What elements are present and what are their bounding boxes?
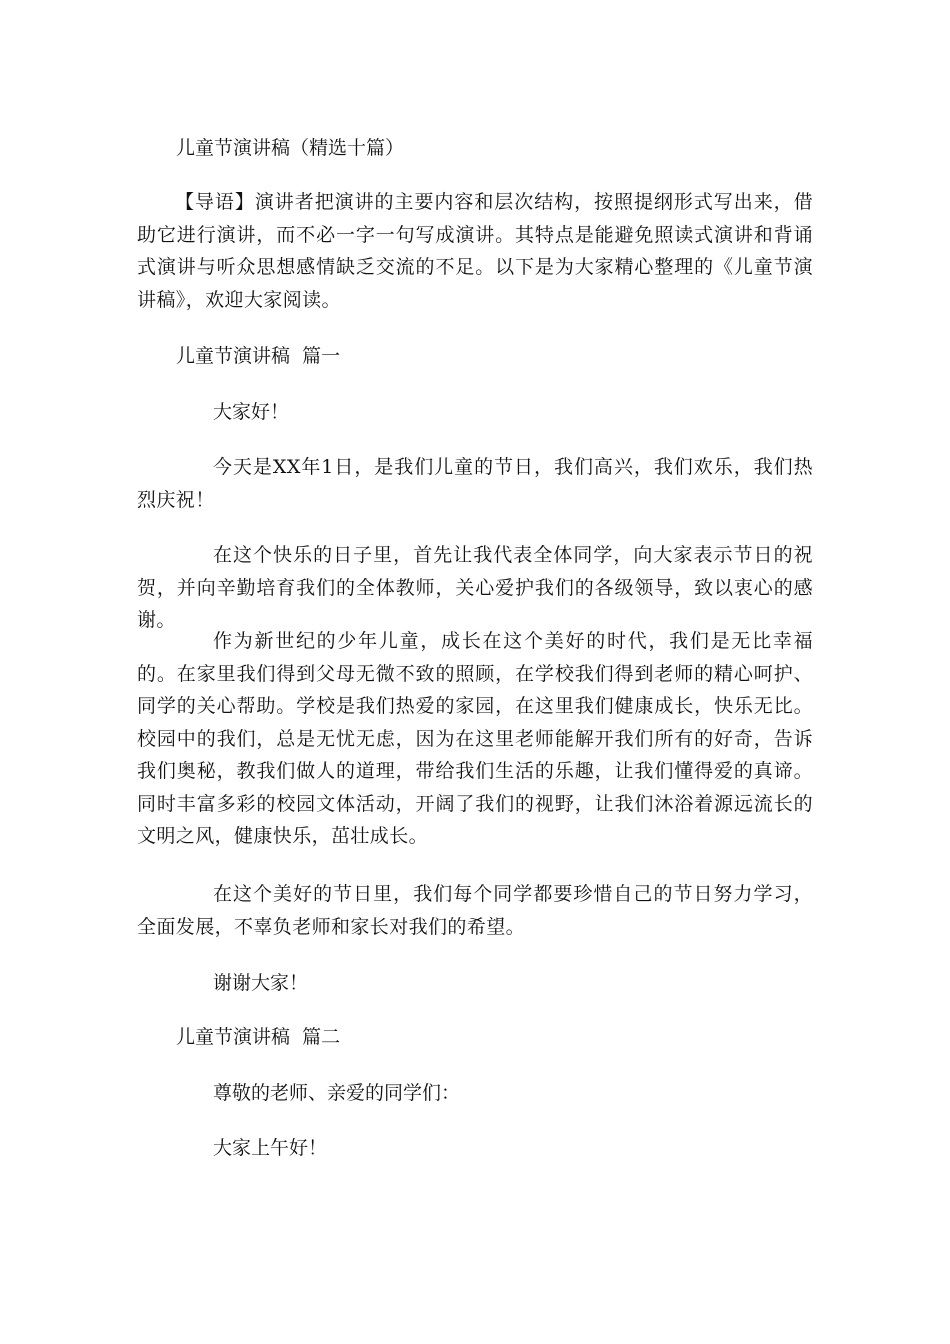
section1-paragraph-3: 作为新世纪的少年儿童，成长在这个美好的时代，我们是无比幸福的。在家里我们得到父母无微不致的照顾，在学校我们得到老师的精心呵护、同学的关心帮助。学校是我们热爱的家园，在这里我们健康成长，快乐无比。校园中的我们，总是无忧无虑，因为在这里老师能解开我们所有的好奇，告诉我们奥秘，教我们做人的道理，带给我们生活的乐趣，让我们懂得爱的真谛。同时丰富多彩的校园文体活动，开阔了我们的视野，让我们沐浴着源远流长的文明之风，健康快乐，茁壮成长。 (137, 630, 813, 847)
section1-paragraph-4: 在这个美好的节日里，我们每个同学都要珍惜自己的节日努力学习，全面发展，不辜负老师和家长对我们的希望。 (137, 883, 813, 938)
intro-text: 演讲者把演讲的主要内容和层次结构，按照提纲形式写出来，借助它进行演讲，而不必一字一句写成演讲。其特点是能避免照读式演讲和背诵式演讲与听众思想感情缺乏交流的不足。以下是为大家精心整理的《儿童节演讲稿》，欢迎大家阅读。 (137, 191, 813, 311)
intro-paragraph (137, 186, 813, 316)
section2-salutation: 尊敬的老师、亲爱的同学们： (213, 1082, 461, 1104)
section1-heading: 儿童节演讲稿 篇一 (176, 345, 341, 367)
intro-lead: 【导语】 (175, 191, 255, 213)
section1-closing: 谢谢大家！ (213, 972, 309, 994)
section1-greeting: 大家好！ (213, 401, 290, 423)
section1-paragraph-1: 今天是XX年1日，是我们儿童的节日，我们高兴，我们欢乐，我们热烈庆祝！ (137, 456, 813, 511)
section1-paragraph-2: 在这个快乐的日子里，首先让我代表全体同学，向大家表示节日的祝贺，并向辛勤培育我们的全体教师，关心爱护我们的各级领导，致以衷心的感谢。 (137, 544, 813, 631)
document-title: 儿童节演讲稿（精选十篇） (176, 137, 405, 159)
section2-greeting: 大家上午好！ (213, 1137, 328, 1159)
section2-heading: 儿童节演讲稿 篇二 (176, 1026, 341, 1048)
